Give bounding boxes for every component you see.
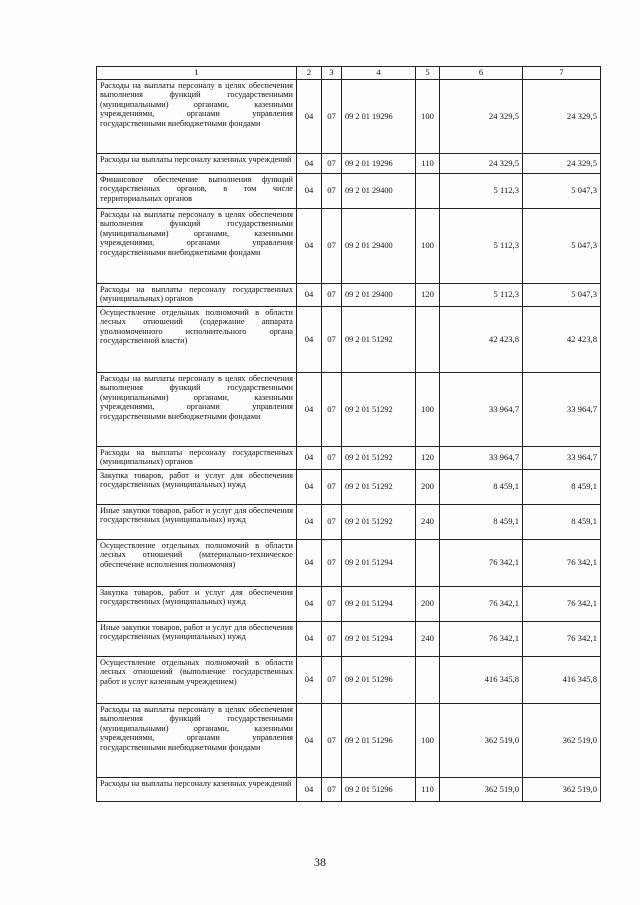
expense-name-cell: Иные закупки товаров, работ и услуг для обеспечения государственных (муниципальных) нужд [97,505,297,540]
table-row [97,622,601,657]
expense-name-cell: Осуществление отдельных полномочий в области лесных отношений (содержание аппарата уполномоченного исполнительного органа государственной власти) [97,307,297,373]
amount-col7-cell: 42 423,8 [523,307,601,373]
table-row [97,373,601,447]
page-number: 38 [314,855,326,869]
target-code-cell: 09 2 01 29400 [342,174,416,209]
amount-col6-cell: 33 964,7 [440,447,523,470]
expense-type-cell: 240 [416,622,440,657]
target-code-cell: 09 2 01 51296 [342,778,416,802]
header-cell: 3 [322,67,342,80]
section-code-cell: 04 [297,704,322,778]
header-cell: 1 [97,67,297,80]
section-code-cell: 04 [297,587,322,622]
table-row [97,284,601,307]
amount-col6-cell: 42 423,8 [440,307,523,373]
expense-name-cell: Осуществление отдельных полномочий в области лесных отношений (материально-техническое обеспечение исполнения полномочия) [97,540,297,587]
expense-type-cell [416,540,440,587]
target-code-cell: 09 2 01 29400 [342,209,416,284]
expense-type-cell: 100 [416,209,440,284]
amount-col7-cell: 8 459,1 [523,470,601,505]
subsection-code-cell: 07 [322,587,342,622]
amount-col7-cell: 76 342,1 [523,622,601,657]
amount-col7-cell: 24 329,5 [523,80,601,154]
table-row [97,540,601,587]
subsection-code-cell: 07 [322,174,342,209]
table-row [97,154,601,174]
expense-name-cell: Закупка товаров, работ и услуг для обеспечения государственных (муниципальных) нужд [97,470,297,505]
amount-col7-cell: 5 047,3 [523,174,601,209]
expense-type-cell [416,174,440,209]
table-row [97,587,601,622]
header-cell: 4 [342,67,416,80]
target-code-cell: 09 2 01 51294 [342,587,416,622]
amount-col6-cell: 416 345,8 [440,657,523,704]
expense-name-cell: Расходы на выплаты персоналу в целях обеспечения выполнения функций государственными (муниципальными) органами, казенными учреждениями, органами управления государственными внебюджетными фондами [97,80,297,154]
table-row [97,209,601,284]
amount-col7-cell: 362 519,0 [523,704,601,778]
target-code-cell: 09 2 01 19296 [342,154,416,174]
section-code-cell: 04 [297,447,322,470]
section-code-cell: 04 [297,307,322,373]
amount-col6-cell: 5 112,3 [440,284,523,307]
amount-col6-cell: 24 329,5 [440,80,523,154]
section-code-cell: 04 [297,540,322,587]
table-header-row [97,67,601,80]
section-code-cell: 04 [297,622,322,657]
target-code-cell: 09 2 01 51294 [342,622,416,657]
amount-col6-cell: 8 459,1 [440,470,523,505]
budget-table [96,66,601,802]
target-code-cell: 09 2 01 51296 [342,704,416,778]
amount-col7-cell: 33 964,7 [523,373,601,447]
amount-col6-cell: 5 112,3 [440,174,523,209]
table-row [97,657,601,704]
subsection-code-cell: 07 [322,284,342,307]
subsection-code-cell: 07 [322,80,342,154]
target-code-cell: 09 2 01 51292 [342,447,416,470]
section-code-cell: 04 [297,174,322,209]
expense-name-cell: Расходы на выплаты персоналу государственных (муниципальных) органов [97,284,297,307]
amount-col7-cell: 5 047,3 [523,209,601,284]
amount-col6-cell: 33 964,7 [440,373,523,447]
target-code-cell: 09 2 01 51294 [342,540,416,587]
table-row [97,505,601,540]
table-row [97,174,601,209]
amount-col7-cell: 24 329,5 [523,154,601,174]
section-code-cell: 04 [297,154,322,174]
expense-type-cell: 100 [416,704,440,778]
target-code-cell: 09 2 01 51292 [342,307,416,373]
expense-type-cell [416,657,440,704]
table-row [97,447,601,470]
expense-type-cell: 240 [416,505,440,540]
subsection-code-cell: 07 [322,307,342,373]
header-cell: 7 [523,67,601,80]
table-row [97,704,601,778]
table-row [97,307,601,373]
target-code-cell: 09 2 01 19296 [342,80,416,154]
amount-col7-cell: 416 345,8 [523,657,601,704]
table-row [97,778,601,802]
expense-name-cell: Расходы на выплаты персоналу в целях обеспечения выполнения функций государственными (муниципальными) органами, казенными учреждениями, органами управления государственными внебюджетными фондами [97,209,297,284]
amount-col7-cell: 5 047,3 [523,284,601,307]
amount-col7-cell: 33 964,7 [523,447,601,470]
section-code-cell: 04 [297,373,322,447]
expense-name-cell: Осуществление отдельных полномочий в области лесных отношений (выполнение государственных работ и услуг казенным учреждением) [97,657,297,704]
amount-col6-cell: 76 342,1 [440,587,523,622]
subsection-code-cell: 07 [322,622,342,657]
amount-col6-cell: 362 519,0 [440,704,523,778]
target-code-cell: 09 2 01 51292 [342,470,416,505]
subsection-code-cell: 07 [322,470,342,505]
section-code-cell: 04 [297,80,322,154]
amount-col6-cell: 5 112,3 [440,209,523,284]
expense-name-cell: Расходы на выплаты персоналу казенных учреждений [97,154,297,174]
expense-name-cell: Иные закупки товаров, работ и услуг для обеспечения государственных (муниципальных) нужд [97,622,297,657]
expense-name-cell: Расходы на выплаты персоналу государственных (муниципальных) органов [97,447,297,470]
section-code-cell: 04 [297,657,322,704]
subsection-code-cell: 07 [322,447,342,470]
expense-type-cell [416,307,440,373]
amount-col6-cell: 76 342,1 [440,622,523,657]
amount-col7-cell: 76 342,1 [523,540,601,587]
amount-col7-cell: 362 519,0 [523,778,601,802]
expense-type-cell: 100 [416,373,440,447]
expense-name-cell: Расходы на выплаты персоналу казенных учреждений [97,778,297,802]
section-code-cell: 04 [297,284,322,307]
expense-name-cell: Финансовое обеспечение выполнения функций государственных органов, в том числе территориальных органов [97,174,297,209]
expense-name-cell: Расходы на выплаты персоналу в целях обеспечения выполнения функций государственными (муниципальными) органами, казенными учреждениями, органами управления государственными внебюджетными фондами [97,704,297,778]
subsection-code-cell: 07 [322,373,342,447]
amount-col6-cell: 8 459,1 [440,505,523,540]
expense-type-cell: 110 [416,154,440,174]
subsection-code-cell: 07 [322,505,342,540]
subsection-code-cell: 07 [322,778,342,802]
expense-type-cell: 120 [416,284,440,307]
section-code-cell: 04 [297,505,322,540]
target-code-cell: 09 2 01 29400 [342,284,416,307]
table-row [97,80,601,154]
amount-col6-cell: 24 329,5 [440,154,523,174]
header-cell: 6 [440,67,523,80]
expense-type-cell: 110 [416,778,440,802]
expense-type-cell: 200 [416,587,440,622]
subsection-code-cell: 07 [322,704,342,778]
expense-type-cell: 120 [416,447,440,470]
target-code-cell: 09 2 01 51292 [342,373,416,447]
header-cell: 2 [297,67,322,80]
target-code-cell: 09 2 01 51292 [342,505,416,540]
section-code-cell: 04 [297,778,322,802]
amount-col7-cell: 8 459,1 [523,505,601,540]
target-code-cell: 09 2 01 51296 [342,657,416,704]
expense-type-cell: 200 [416,470,440,505]
section-code-cell: 04 [297,470,322,505]
header-cell: 5 [416,67,440,80]
table-row [97,470,601,505]
section-code-cell: 04 [297,209,322,284]
amount-col7-cell: 76 342,1 [523,587,601,622]
subsection-code-cell: 07 [322,154,342,174]
subsection-code-cell: 07 [322,540,342,587]
subsection-code-cell: 07 [322,209,342,284]
expense-name-cell: Расходы на выплаты персоналу в целях обеспечения выполнения функций государственными (муниципальными) органами, казенными учреждениями, органами управления государственными внебюджетными фондами [97,373,297,447]
amount-col6-cell: 362 519,0 [440,778,523,802]
amount-col6-cell: 76 342,1 [440,540,523,587]
expense-name-cell: Закупка товаров, работ и услуг для обеспечения государственных (муниципальных) нужд [97,587,297,622]
expense-type-cell: 100 [416,80,440,154]
subsection-code-cell: 07 [322,657,342,704]
